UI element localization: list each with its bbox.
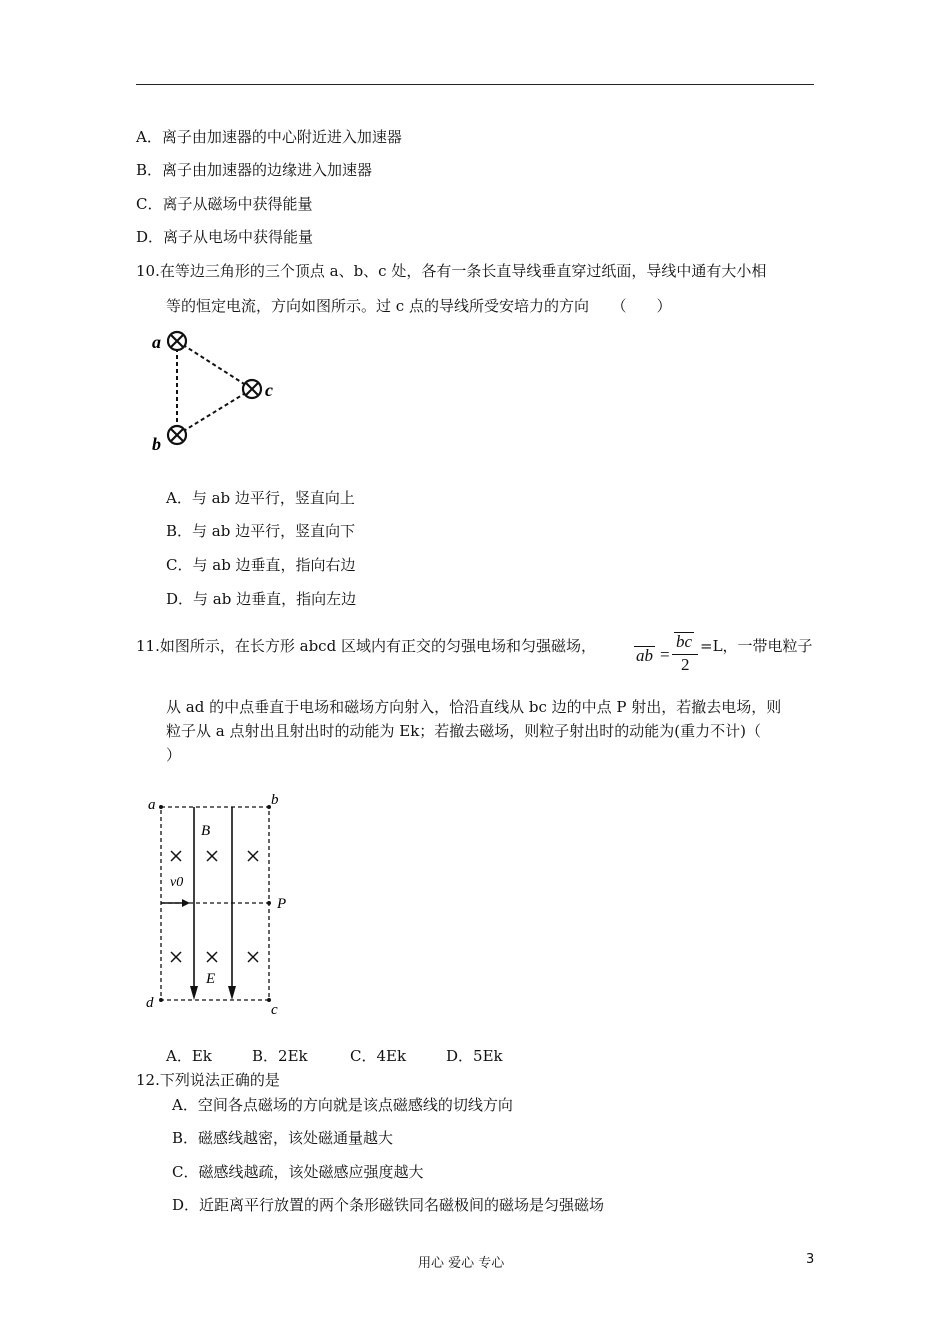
label-v0: v0 [170,875,184,890]
label-c: c [265,380,273,400]
q11-option-c: C．4Ek [350,1047,407,1065]
label-b: b [271,792,279,808]
page-footer: 用心 爱心 专心 [418,1256,505,1271]
formula-denominator: 2 [681,655,690,674]
formula-ab: ab [636,646,653,665]
q9-option-a: A．离子由加速器的中心附近进入加速器 [136,128,402,146]
q11-stem-line1-suffix: =L，一带电粒子 [700,637,813,655]
q11-stem-line3: 粒子从 a 点射出且射出时的动能为 Ek；若撤去磁场，则粒子射出时的动能为(重力不计)（ [166,722,761,740]
current-into-page-c [243,380,261,398]
q9-option-c: C．离子从磁场中获得能量 [136,195,313,213]
q10-option-a: A．与 ab 边平行，竖直向上 [166,489,355,507]
q11-stem-line2: 从 ad 的中点垂直于电场和磁场方向射入，恰沿直线从 bc 边的中点 P 射出，若撤去电场，则 [166,698,782,716]
label-c: c [271,1002,278,1018]
ratio-formula [632,630,702,676]
q10-stem-line1: 10.在等边三角形的三个顶点 a、b、c 处，各有一条长直导线垂直穿过纸面，导线中通有大小相 [136,262,767,280]
label-e-field: E [206,971,216,987]
rectangle-field-diagram [140,790,310,1035]
q10-option-d: D．与 ab 边垂直，指向左边 [166,590,357,608]
q12-option-a: A．空间各点磁场的方向就是该点磁感线的切线方向 [172,1096,513,1114]
q12-stem: 12.下列说法正确的是 [136,1071,280,1089]
current-into-page-a [168,332,186,350]
q11-stem-line1: 11.如图所示，在长方形 abcd 区域内有正交的匀强电场和匀强磁场， [136,637,596,655]
q10-option-c: C．与 ab 边垂直，指向右边 [166,556,356,574]
q11-option-d: D．5Ek [446,1047,503,1065]
magnetic-field-crosses [171,851,258,962]
label-p: P [277,896,287,912]
label-a: a [148,797,156,813]
q9-option-d: D．离子从电场中获得能量 [136,228,314,246]
current-into-page-b [168,426,186,444]
formula-numerator: bc [676,632,693,651]
page-number: 3 [806,1252,815,1267]
q12-option-b: B．磁感线越密，该处磁通量越大 [172,1129,394,1147]
label-b-field: B [201,823,211,839]
q10-option-b: B．与 ab 边平行，竖直向下 [166,522,356,540]
q10-stem-line2: 等的恒定电流，方向如图所示。过 c 点的导线所受安培力的方向 （ ） [166,297,672,315]
q9-option-b: B．离子由加速器的边缘进入加速器 [136,161,373,179]
label-d: d [146,995,154,1011]
q11-option-a: A．Ek [166,1047,212,1065]
q12-option-c: C．磁感线越疏，该处磁感应强度越大 [172,1163,424,1181]
q11-option-b: B．2Ek [252,1047,308,1065]
header-rule [136,84,814,85]
formula-equals: = [660,645,670,664]
q12-option-d: D．近距离平行放置的两个条形磁铁同名磁极间的磁场是匀强磁场 [172,1196,605,1214]
label-a: a [152,332,161,352]
triangle-currents-diagram [146,322,286,457]
label-b: b [152,434,161,454]
q11-stem-line4: ） [166,746,182,764]
